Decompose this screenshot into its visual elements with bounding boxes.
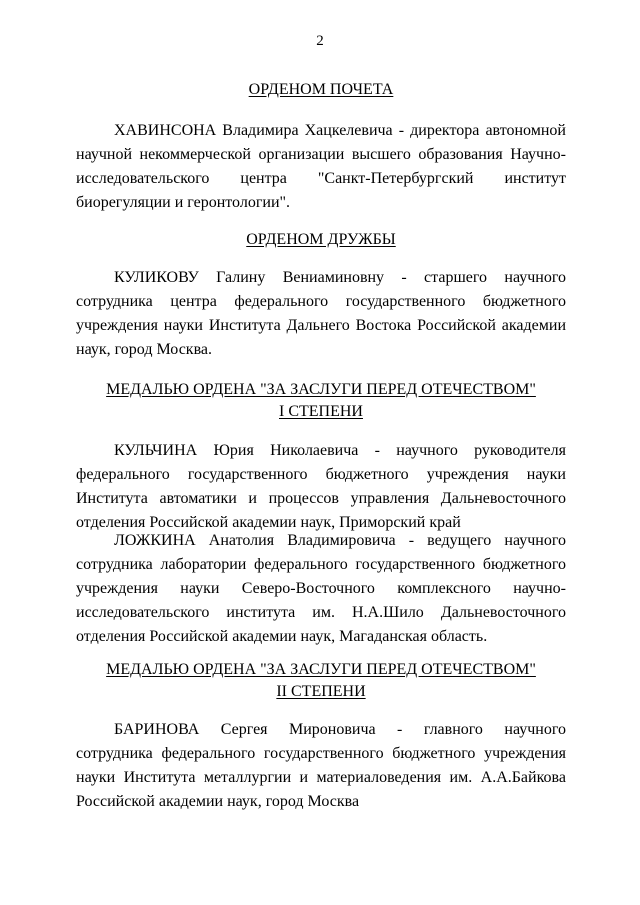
award-entry-khavinson	[76, 119, 566, 215]
heading-line: МЕДАЛЬЮ ОРДЕНА "ЗА ЗАСЛУГИ ПЕРЕД ОТЕЧЕСТВОМ"	[106, 381, 536, 398]
entry-line: биорегуляции и геронтологии".	[76, 194, 291, 211]
section-heading-medal-second-degree	[76, 659, 566, 703]
entry-line: сотрудника федерального государственного бюджетного учреждения	[76, 745, 566, 762]
heading-line: МЕДАЛЬЮ ОРДЕНА "ЗА ЗАСЛУГИ ПЕРЕД ОТЕЧЕСТВОМ"	[106, 661, 536, 678]
heading-line: II СТЕПЕНИ	[276, 683, 366, 700]
entry-line: федерального государственного бюджетного учреждения науки	[76, 466, 566, 483]
entry-line: КУЛЬЧИНА Юрия Николаевича - научного руководителя	[114, 442, 566, 459]
entry-line: учреждения науки Института Дальнего Востока Российской академии	[76, 317, 566, 334]
entry-line: сотрудника центра федерального государственного бюджетного	[76, 293, 566, 310]
section-heading-order-of-friendship	[76, 229, 566, 251]
entry-line: учреждения науки Северо-Восточного комплексного научно-	[76, 580, 566, 597]
entry-line: сотрудника лаборатории федерального государственного бюджетного	[76, 556, 566, 573]
entry-line: Института автоматики и процессов управления Дальневосточного	[76, 490, 566, 507]
award-entry-kulikova	[76, 266, 566, 362]
entry-line: исследовательского центра "Санкт-Петербургский институт	[76, 170, 566, 187]
heading-line: ОРДЕНОМ ПОЧЕТА	[248, 81, 394, 98]
entry-line: БАРИНОВА Сергея Мироновича - главного научного	[114, 721, 566, 738]
heading-line: I СТЕПЕНИ	[279, 403, 363, 420]
entry-line: ЛОЖКИНА Анатолия Владимировича - ведущего научного	[114, 532, 566, 549]
award-entry-kulchin	[76, 439, 566, 535]
entry-line: ХАВИНСОНА Владимира Хацкелевича - директора автономной	[114, 122, 566, 139]
heading-line: ОРДЕНОМ ДРУЖБЫ	[246, 231, 396, 248]
entry-line: отделения Российской академии наук, Магаданская область.	[76, 628, 488, 645]
section-heading-order-of-honour	[76, 79, 566, 101]
entry-line: отделения Российской академии наук, Приморский край	[76, 514, 461, 531]
award-entry-lozhkin	[76, 529, 566, 649]
page-number: 2	[316, 33, 324, 49]
entry-line: КУЛИКОВУ Галину Вениаминовну - старшего научного	[114, 269, 566, 286]
entry-line: научной некоммерческой организации высшего образования Научно-	[76, 146, 566, 163]
entry-line: Российской академии наук, город Москва	[76, 793, 360, 810]
entry-line: науки Института металлургии и материаловедения им. А.А.Байкова	[76, 769, 566, 786]
award-entry-barinov	[76, 718, 566, 814]
section-heading-medal-first-degree	[76, 379, 566, 423]
entry-line: наук, город Москва.	[76, 341, 213, 358]
entry-line: исследовательского института им. Н.А.Шило Дальневосточного	[76, 604, 566, 621]
